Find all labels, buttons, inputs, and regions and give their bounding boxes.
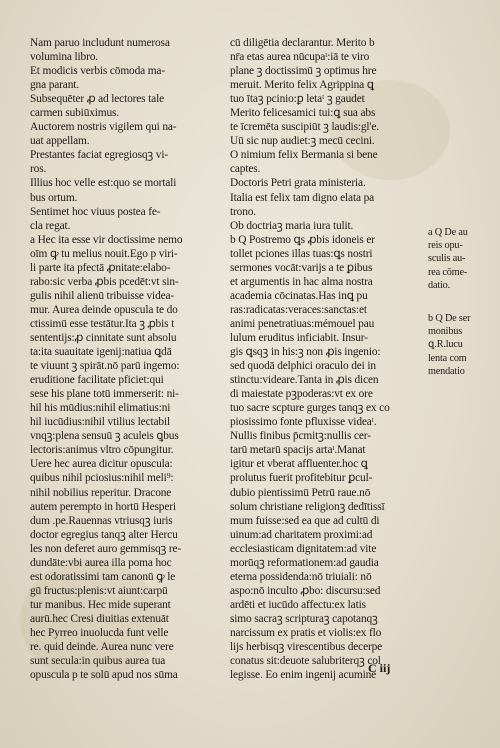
- text-line: sermones vocāt:varijs a te ꝑibus: [230, 261, 373, 274]
- text-line: captes.: [230, 163, 261, 176]
- text-line: gū fructus:plenis:vt aiunt:carpū: [30, 584, 168, 597]
- text-line: et argumentis in hac alma nostra: [230, 275, 373, 288]
- marginal-note-line: reis opu-: [428, 240, 463, 252]
- text-line: hil his mūdius:nihil elimatius:ni: [30, 402, 171, 415]
- text-line: te viuunt ꝫ spirāt.nō parū ingemo:: [30, 360, 180, 373]
- text-line: trono.: [230, 205, 256, 218]
- text-line: uinum:ad charitatem proximi:ad: [230, 528, 373, 541]
- text-line: Ob doctriaꝫ maria iura tulit.: [230, 219, 354, 232]
- text-line: mur. Aurea deinde opuscula te do: [30, 303, 178, 316]
- text-line: dum .pe.Rauennas vtriusqꝫ iuris: [30, 514, 173, 527]
- text-line: Subsequēter ꝓ ad lectores tale: [30, 93, 164, 106]
- left-text-column: [30, 36, 225, 682]
- text-line: nihil nobilius reperitur. Dracone: [30, 486, 172, 499]
- text-line: vnqꝫ:plena sensuū ꝫ aculeis ꝗbus: [30, 430, 179, 443]
- text-line: quibus nihil pciosius:nihil meli⁹:: [30, 472, 174, 485]
- text-line: eruditione facilitate pficiet:qui: [30, 374, 164, 387]
- marginal-note: [428, 226, 498, 292]
- text-line: aspo:nō inculto ꝓbo: discursu:sed: [230, 584, 381, 597]
- text-line: O nimium felix Bermania si bene: [230, 149, 378, 162]
- text-line: gulis nihil alienū tribuisse videa-: [30, 289, 175, 302]
- text-line: prolutus fuerit profitebitur ꝑcul-: [230, 472, 373, 485]
- text-line: ardēti et iucūdo affectu:ex latis: [230, 598, 366, 611]
- marginal-note-line: rea cōme-: [428, 266, 468, 278]
- text-line: b Q Postremo ꝗs ꝓbis idoneis er: [230, 233, 375, 246]
- marginal-notes-column: [428, 36, 498, 398]
- text-line: uat appellam.: [30, 135, 90, 148]
- text-line: Uū sic nup audiet:ꝫ mecū cecini.: [230, 135, 375, 148]
- text-line: plane ꝫ doctissimū ꝫ optimus hre: [230, 65, 377, 78]
- text-line: Nam paruo includunt numerosa: [30, 37, 170, 49]
- text-line: lectoris:animus vltro cōpungitur.: [30, 444, 174, 457]
- text-line: Nullis finibus p̄cmitꝫ:nullis cer-: [230, 430, 371, 443]
- text-line: ecclesiasticam dignitatem:ad vite: [230, 542, 377, 555]
- text-line: autem perempto in hortū Hesperi: [30, 500, 176, 513]
- text-line: meruit. Merito felix Agrippina ꝗ: [230, 79, 374, 92]
- text-line: tuo sacre scpture gurges tanqꝫ ex co: [230, 402, 390, 415]
- text-line: narcissum ex pratis et violis:ex flo: [230, 626, 382, 639]
- text-line: animi penetratiuas:mémouel pau: [230, 317, 375, 330]
- text-line: volumina libro.: [30, 51, 98, 64]
- text-line: oīm ꝙ tu melius nouit.Ego p viri-: [30, 247, 178, 260]
- text-line: legisse. Eo enim ingenij acumine: [230, 669, 377, 682]
- text-line: gis ꝗsqꝫ in his:ꝫ non ꝓis ingenio:: [230, 346, 381, 359]
- text-line: lijs herbisqꝫ virescentibus decerpe: [230, 641, 383, 654]
- text-line: Doctoris Petri grata ministeria.: [230, 177, 366, 190]
- marginal-note-line: b Q De ser: [428, 313, 471, 325]
- marginal-note-line: mendatio: [428, 365, 465, 377]
- text-line: tuo ītaꝫ pcinio:ꝑ letaᵗ ꝫ gaudet: [230, 93, 365, 106]
- text-line: hil iucūdius:nihil vtilius lectabil: [30, 416, 170, 429]
- text-line: tur manibus. Hec mide superant: [30, 598, 171, 611]
- text-line: nr̄a etas aurea nūcupaᵗ:iā te viro: [230, 51, 370, 64]
- text-line: mum fuisse:sed ea que ad cultū di: [230, 514, 380, 527]
- text-line: Et modicis verbis cōmoda ma-: [30, 65, 165, 78]
- text-line: conatus sit:deuote salubriterqꝫ col: [230, 655, 381, 668]
- text-line: opuscula p te solū apud nos sūma: [30, 669, 178, 682]
- text-line: Sentimet hoc viuus postea fe-: [30, 205, 161, 218]
- text-line: academia cōcinatas.Has inꝗ pu: [230, 289, 368, 302]
- text-line: sed quodā delphici oraculo dei in: [230, 360, 376, 373]
- text-line: tollet pciones illas tuas:ꝗs nostri: [230, 247, 373, 260]
- text-line: sententijs:ꝓ cinnitate sunt absolu: [30, 331, 177, 344]
- marginal-note-line: monibus: [428, 326, 463, 338]
- text-line: hec Pyrreo inuolucda funt velle: [30, 626, 169, 639]
- text-line: Merito felicesamici tui:ꝗ sua abs: [230, 107, 376, 120]
- text-line: ros.: [30, 163, 47, 176]
- middle-text-column: [230, 36, 430, 682]
- text-line: piosissimo fonte pfluxisse videaᵗ.: [230, 416, 377, 429]
- text-line: Auctorem nostris vigilem qui na-: [30, 121, 177, 134]
- text-line: cū diligētia declarantur. Merito b: [230, 37, 375, 49]
- text-line: igitur et vberat affluenter.hoc ꝗ: [230, 458, 368, 471]
- text-line: ras:radicatas:veraces:sanctas:et: [230, 303, 367, 316]
- text-line: stinctu:videare.Tanta in ꝓis dicen: [230, 374, 379, 387]
- marginal-note-line: sculis au-: [428, 253, 466, 265]
- text-line: est odoratissimi tam canonū ꝙ le: [30, 570, 176, 583]
- marginal-note-line: a Q De au: [428, 227, 468, 238]
- text-line: rabo:sic verba ꝓbis pcedēt:vt sin-: [30, 275, 179, 288]
- text-line: morūqꝫ reformationem:ad gaudia: [230, 556, 379, 569]
- text-line: les non deferet auro gemmisqꝫ re-: [30, 542, 182, 555]
- text-line: di maiestate pꝫpoderas:vt ex ore: [230, 388, 373, 401]
- text-line: te īcremēta suscipiūt ꝫ laudis:gl'e.: [230, 121, 379, 134]
- text-line: dubio pientissimū Petrū raue.nō: [230, 486, 371, 499]
- text-line: re. quid deinde. Aurea nunc vere: [30, 641, 174, 654]
- text-line: Italia est felix tam digno elata pa: [230, 191, 375, 204]
- text-line: solum christiane religionꝫ dedītissī: [230, 500, 385, 513]
- text-line: aurū.hec Cresi diuitias extenuāt: [30, 612, 169, 625]
- folio-signature: C iij: [368, 661, 391, 675]
- text-line: sese his plane totū immerserit: ni-: [30, 388, 179, 401]
- text-line: gna parant.: [30, 79, 79, 92]
- text-line: eterna possidenda:nō triuiali: nō: [230, 570, 372, 583]
- text-line: sunt secula:in quibus aurea tua: [30, 655, 166, 668]
- text-line: simo sacraꝫ scripturaꝫ capotanqꝫ: [230, 612, 378, 625]
- text-line: li parte ita pfectā ꝓnitate:elabo-: [30, 261, 171, 274]
- text-line: a Hec ita esse vir doctissime nemo: [30, 233, 183, 246]
- text-line: tarū metarū spacijs artaᵗ.Manat: [230, 444, 366, 457]
- text-line: Illius hoc velle est:quo se mortali: [30, 177, 177, 190]
- text-line: ta:ita suauitate igenij:natiua ꝗdā: [30, 346, 172, 359]
- text-line: bus ortum.: [30, 191, 78, 204]
- text-line: cla regat.: [30, 219, 71, 232]
- marginal-note-line: ꝗ.R.lucu: [428, 339, 463, 351]
- text-line: ctissimū esse testātur.Ita ꝫ ꝓbis t: [30, 317, 175, 330]
- marginal-note-line: datio.: [428, 279, 451, 291]
- marginal-note: [428, 312, 498, 378]
- text-line: doctor egregius tanqꝫ alter Hercu: [30, 528, 178, 541]
- text-line: carmen subiūximus.: [30, 107, 120, 120]
- text-line: lulum eruditus inficiabit. Insur-: [230, 331, 368, 344]
- text-line: Uere hec aurea dicitur opuscula:: [30, 458, 173, 471]
- marginal-note-line: lenta com: [428, 352, 467, 364]
- text-line: dundāte:vbi aurea illa poma hoc: [30, 556, 172, 569]
- text-line: Prestantes faciat egregiosqꝫ vi-: [30, 149, 168, 162]
